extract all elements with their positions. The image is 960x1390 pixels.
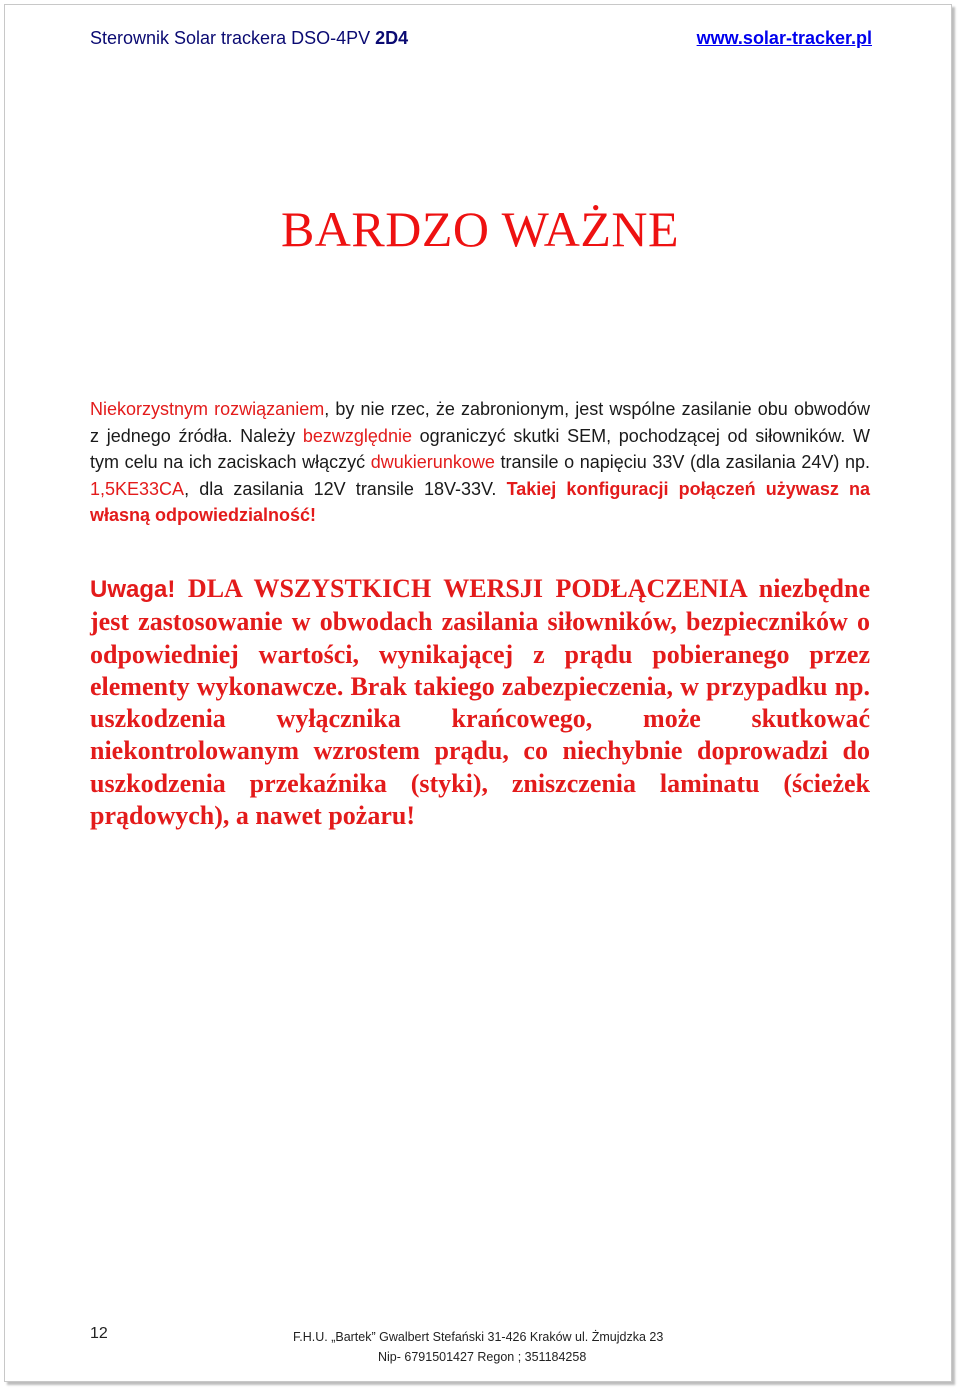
para1-span-7: 1,5KE33CA bbox=[90, 478, 185, 499]
para1-span-5: dwukierunkowe bbox=[370, 452, 495, 472]
footer-tax-ids: Nip- 6791501427 Regon ; 351184258 bbox=[378, 1350, 587, 1364]
header-title bbox=[90, 28, 408, 49]
header-website-link[interactable]: www.solar-tracker.pl bbox=[696, 28, 872, 48]
paragraph-warning bbox=[90, 396, 870, 529]
para1-span-2: , by nie rzec, że zabronionym, jest wspólne zasilanie obu obwodów z jednego źródła. Należy bbox=[90, 399, 870, 446]
para1-span-8: , dla zasilania 12V transile 18V-33V. bbox=[184, 478, 507, 499]
notice-text: DLA WSZYSTKICH WERSJI PODŁĄCZENIA niezbędne jest zastosowanie w obwodach zasilania siłowników, bezpieczników o odpowiedniej wartości, wynikającej z prądu pobieranego przez elementy wykonawcze. Brak takiego zabezpieczenia, w przypadku np. uszkodzenia wyłącznika krańcowego, może skutkować niekontrolowanym wzrostem prądu, co niechybnie doprowadzi do uszkodzenia przekaźnika (styki), zniszczenia laminatu (ścieżek prądowych), a nawet pożaru! bbox=[90, 574, 870, 831]
para1-span-9: Takiej konfiguracji połączeń używasz na własną odpowiedzialność! bbox=[90, 478, 870, 525]
para1-span-6: transile o napięciu 33V (dla zasilania 24V) np. bbox=[494, 452, 870, 472]
header-title-version: 2D4 bbox=[375, 28, 409, 48]
para1-span-1: Niekorzystnym rozwiązaniem bbox=[90, 399, 325, 419]
header-title-text: Sterownik Solar trackera DSO-4PV bbox=[90, 28, 376, 48]
para1-span-4: ograniczyć skutki SEM, pochodzącej od siłowników. W tym celu na ich zaciskach włączyć bbox=[90, 425, 870, 472]
notice-label: Uwaga! bbox=[90, 576, 176, 603]
page-number: 12 bbox=[90, 1325, 108, 1342]
page-title: BARDZO WAŻNE bbox=[280, 201, 680, 257]
footer-company-address: F.H.U. „Bartek” Gwalbert Stefański 31-426 Kraków ul. Żmujdzka 23 bbox=[293, 1330, 664, 1344]
para1-span-3: bezwzględnie bbox=[302, 425, 412, 446]
paragraph-notice bbox=[90, 573, 870, 832]
